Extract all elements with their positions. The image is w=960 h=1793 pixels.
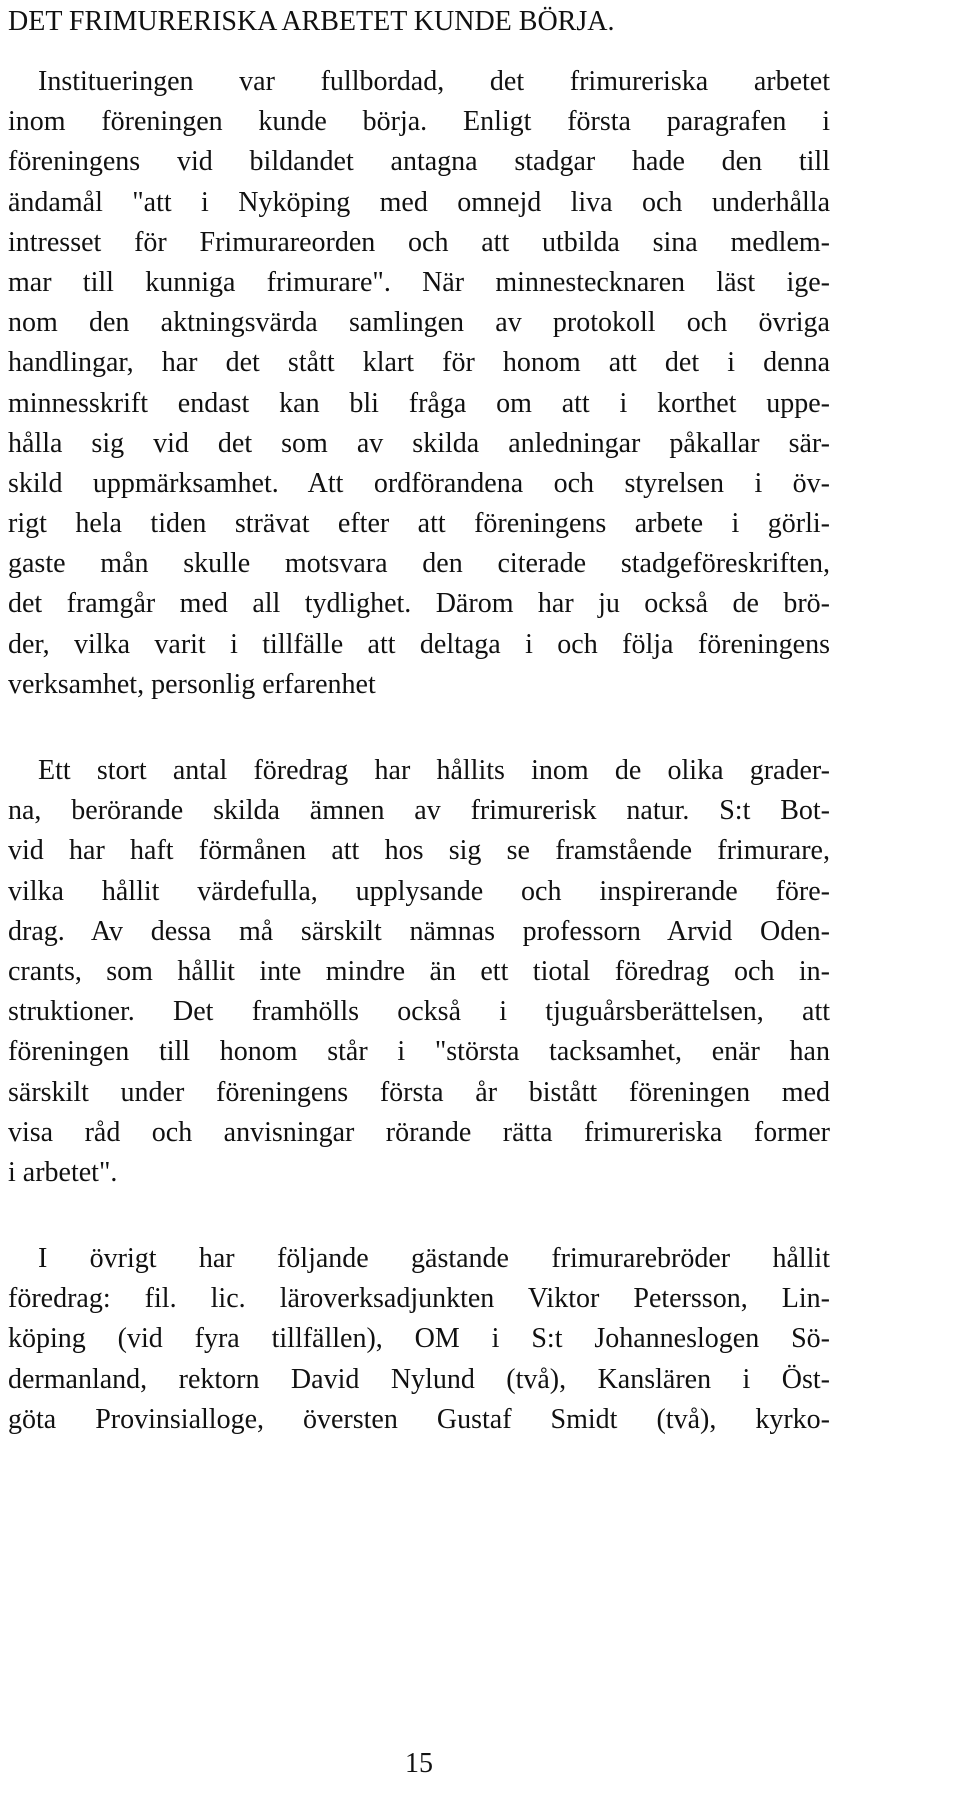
text-line: minnesskrift endast kan bli fråga om att i korthet uppe- — [8, 387, 830, 419]
text-line: det framgår med all tydlighet. Därom har ju också de brö- — [8, 588, 830, 620]
document-page — [8, 0, 830, 1793]
text-line: visa råd och anvisningar rörande rätta frimureriska former — [8, 1116, 830, 1148]
text-line: nom den aktningsvärda samlingen av protokoll och övriga — [8, 307, 830, 339]
text-line: crants, som hållit inte mindre än ett tiotal föredrag och in- — [8, 955, 830, 987]
text-line: föredrag: fil. lic. läroverksadjunkten Viktor Petersson, Lin- — [8, 1283, 830, 1315]
text-line: föreningens vid bildandet antagna stadgar hade den till — [8, 146, 830, 178]
paragraph-3 — [8, 1239, 830, 1440]
text-line: intresset för Frimurareorden och att utbilda sina medlem- — [8, 226, 830, 258]
text-line: hålla sig vid det som av skilda anledningar påkallar sär- — [8, 427, 830, 459]
text-line: särskilt under föreningens första år bistått föreningen med — [8, 1076, 830, 1108]
text-line: der, vilka varit i tillfälle att deltaga i och följa föreningens — [8, 628, 830, 660]
text-line: föreningen till honom står i "största tacksamhet, enär han — [8, 1036, 830, 1068]
text-line: verksamhet, personlig erfarenhet — [8, 668, 376, 700]
text-line: mar till kunniga frimurare". När minnestecknaren läst ige- — [8, 266, 830, 298]
text-line: Ett stort antal föredrag har hållits inom de olika grader- — [38, 755, 830, 786]
text-line: köping (vid fyra tillfällen), OM i S:t Johanneslogen Sö- — [8, 1323, 830, 1355]
text-line: drag. Av dessa må särskilt nämnas professorn Arvid Oden- — [8, 915, 830, 947]
page-number: 15 — [405, 1748, 433, 1779]
paragraph-2 — [8, 751, 830, 1193]
text-line: skild uppmärksamhet. Att ordförandena och styrelsen i öv- — [8, 467, 830, 499]
paragraph-1 — [8, 62, 830, 705]
text-line: vilka hållit värdefulla, upplysande och inspirerande före- — [8, 875, 830, 907]
text-line: I övrigt har följande gästande frimurarebröder hållit — [38, 1243, 830, 1274]
text-line: inom föreningen kunde börja. Enligt första paragrafen i — [8, 106, 830, 138]
text-line: ändamål "att i Nyköping med omnejd liva och underhålla — [8, 186, 830, 218]
text-line: na, berörande skilda ämnen av frimurerisk natur. S:t Bot- — [8, 795, 830, 827]
text-line: vid har haft förmånen att hos sig se framstående frimurare, — [8, 835, 830, 867]
text-line: struktioner. Det framhölls också i tjuguårsberättelsen, att — [8, 996, 830, 1028]
text-line: Institueringen var fullbordad, det frimureriska arbetet — [38, 66, 830, 97]
text-line: rigt hela tiden strävat efter att föreningens arbete i görli- — [8, 508, 830, 540]
text-line: göta Provinsialloge, översten Gustaf Smidt (två), kyrko- — [8, 1403, 830, 1435]
text-line: dermanland, rektorn David Nylund (två), Kanslären i Öst- — [8, 1363, 830, 1395]
text-line: i arbetet". — [8, 1156, 118, 1188]
text-line: handlingar, har det stått klart för honom att det i denna — [8, 347, 830, 379]
text-line: gaste mån skulle motsvara den citerade stadgeföreskriften, — [8, 548, 830, 580]
chapter-heading: DET FRIMURERISKA ARBETET KUNDE BÖRJA. — [8, 6, 615, 37]
